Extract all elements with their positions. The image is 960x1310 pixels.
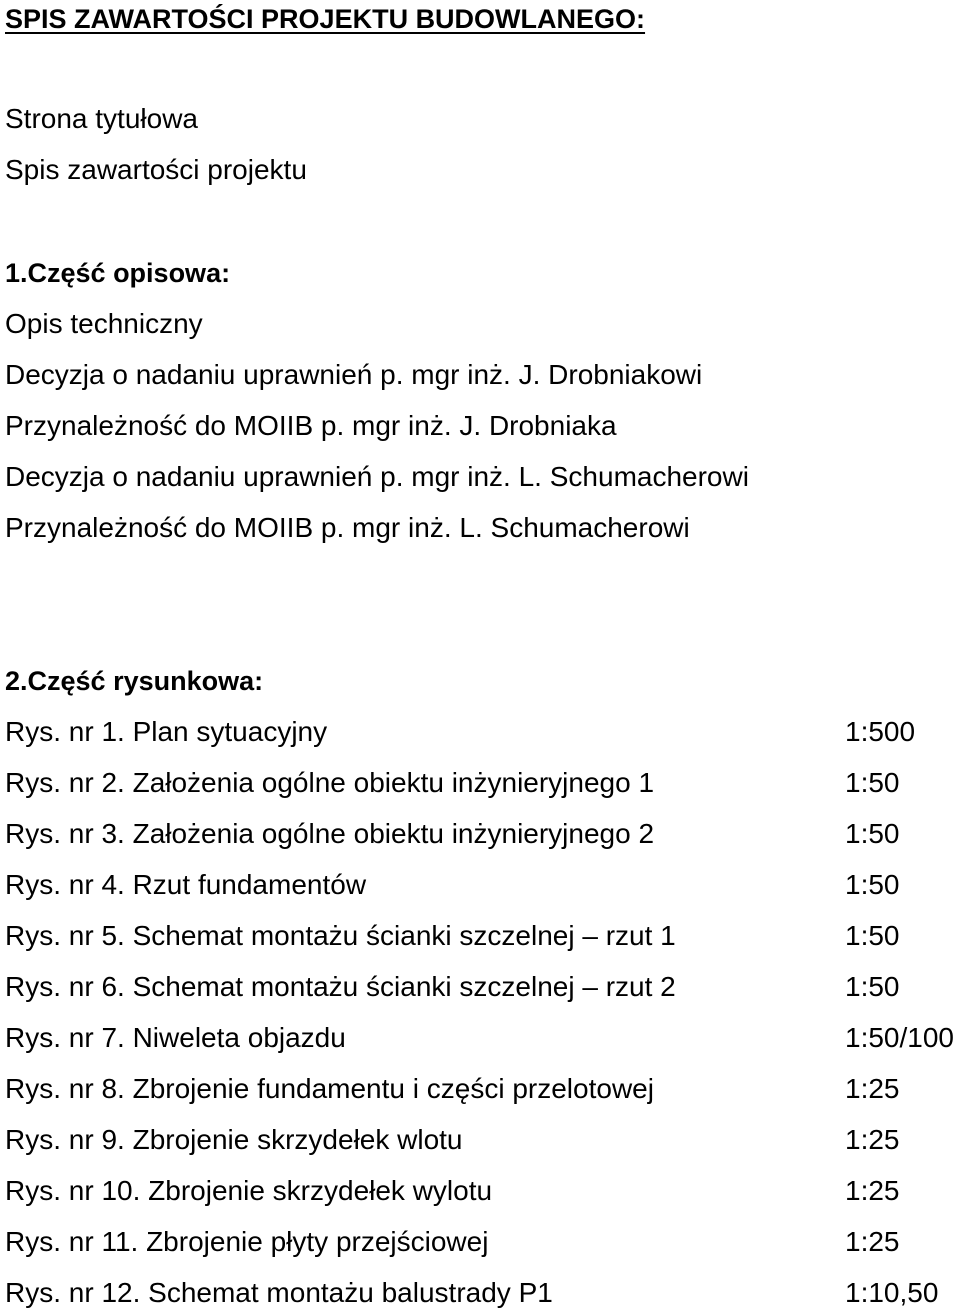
drawing-row — [5, 970, 960, 1004]
drawing-row — [5, 1123, 960, 1157]
drawing-scale: 1:10,50 — [845, 1277, 939, 1308]
drawing-scale: 1:50 — [845, 869, 900, 900]
drawing-label: Rys. nr 12. Schemat montażu balustrady P1 — [5, 1277, 553, 1308]
drawing-label: Rys. nr 3. Założenia ogólne obiektu inżynieryjnego 2 — [5, 818, 655, 849]
drawing-scale: 1:25 — [845, 1124, 900, 1155]
section-heading-drawings: 2.Część rysunkowa: — [5, 666, 264, 696]
drawing-label: Rys. nr 5. Schemat montażu ścianki szczelnej – rzut 1 — [5, 920, 676, 951]
drawing-row — [5, 817, 960, 851]
drawing-label: Rys. nr 7. Niweleta objazdu — [5, 1022, 346, 1053]
drawing-label: Rys. nr 4. Rzut fundamentów — [5, 869, 367, 900]
section-heading-descriptive: 1.Część opisowa: — [5, 258, 231, 288]
drawing-scale: 1:50/100 — [845, 1022, 954, 1053]
drawing-row — [5, 1021, 960, 1055]
list-item: Decyzja o nadaniu uprawnień p. mgr inż. L. Schumacherowi — [5, 461, 749, 492]
drawing-scale: 1:500 — [845, 716, 916, 747]
drawing-scale: 1:25 — [845, 1226, 900, 1257]
drawing-row — [5, 868, 960, 902]
drawing-row — [5, 1174, 960, 1208]
drawing-scale: 1:25 — [845, 1073, 900, 1104]
drawing-label: Rys. nr 10. Zbrojenie skrzydełek wylotu — [5, 1175, 493, 1206]
drawing-row — [5, 1072, 960, 1106]
list-item: Opis techniczny — [5, 308, 203, 339]
drawing-scale: 1:50 — [845, 971, 900, 1002]
list-item: Decyzja o nadaniu uprawnień p. mgr inż. J. Drobniakowi — [5, 359, 703, 390]
drawing-row — [5, 919, 960, 953]
drawing-row — [5, 766, 960, 800]
drawing-scale: 1:25 — [845, 1175, 900, 1206]
drawing-scale: 1:50 — [845, 767, 900, 798]
drawing-scale: 1:50 — [845, 920, 900, 951]
drawing-label: Rys. nr 2. Założenia ogólne obiektu inżynieryjnego 1 — [5, 767, 655, 798]
drawing-scale: 1:50 — [845, 818, 900, 849]
drawing-label: Rys. nr 6. Schemat montażu ścianki szczelnej – rzut 2 — [5, 971, 676, 1002]
drawing-label: Rys. nr 1. Plan sytuacyjny — [5, 716, 328, 747]
drawing-row — [5, 715, 960, 749]
list-item: Przynależność do MOIIB p. mgr inż. L. Schumacherowi — [5, 512, 690, 543]
list-item-title-page: Strona tytułowa — [5, 103, 198, 134]
drawing-label: Rys. nr 9. Zbrojenie skrzydełek wlotu — [5, 1124, 463, 1155]
drawing-row — [5, 1276, 960, 1310]
document-title: SPIS ZAWARTOŚCI PROJEKTU BUDOWLANEGO: — [5, 4, 646, 34]
list-item-contents: Spis zawartości projektu — [5, 154, 307, 185]
drawing-label: Rys. nr 11. Zbrojenie płyty przejściowej — [5, 1226, 489, 1257]
drawing-label: Rys. nr 8. Zbrojenie fundamentu i części przelotowej — [5, 1073, 654, 1104]
drawing-row — [5, 1225, 960, 1259]
list-item: Przynależność do MOIIB p. mgr inż. J. Drobniaka — [5, 410, 617, 441]
